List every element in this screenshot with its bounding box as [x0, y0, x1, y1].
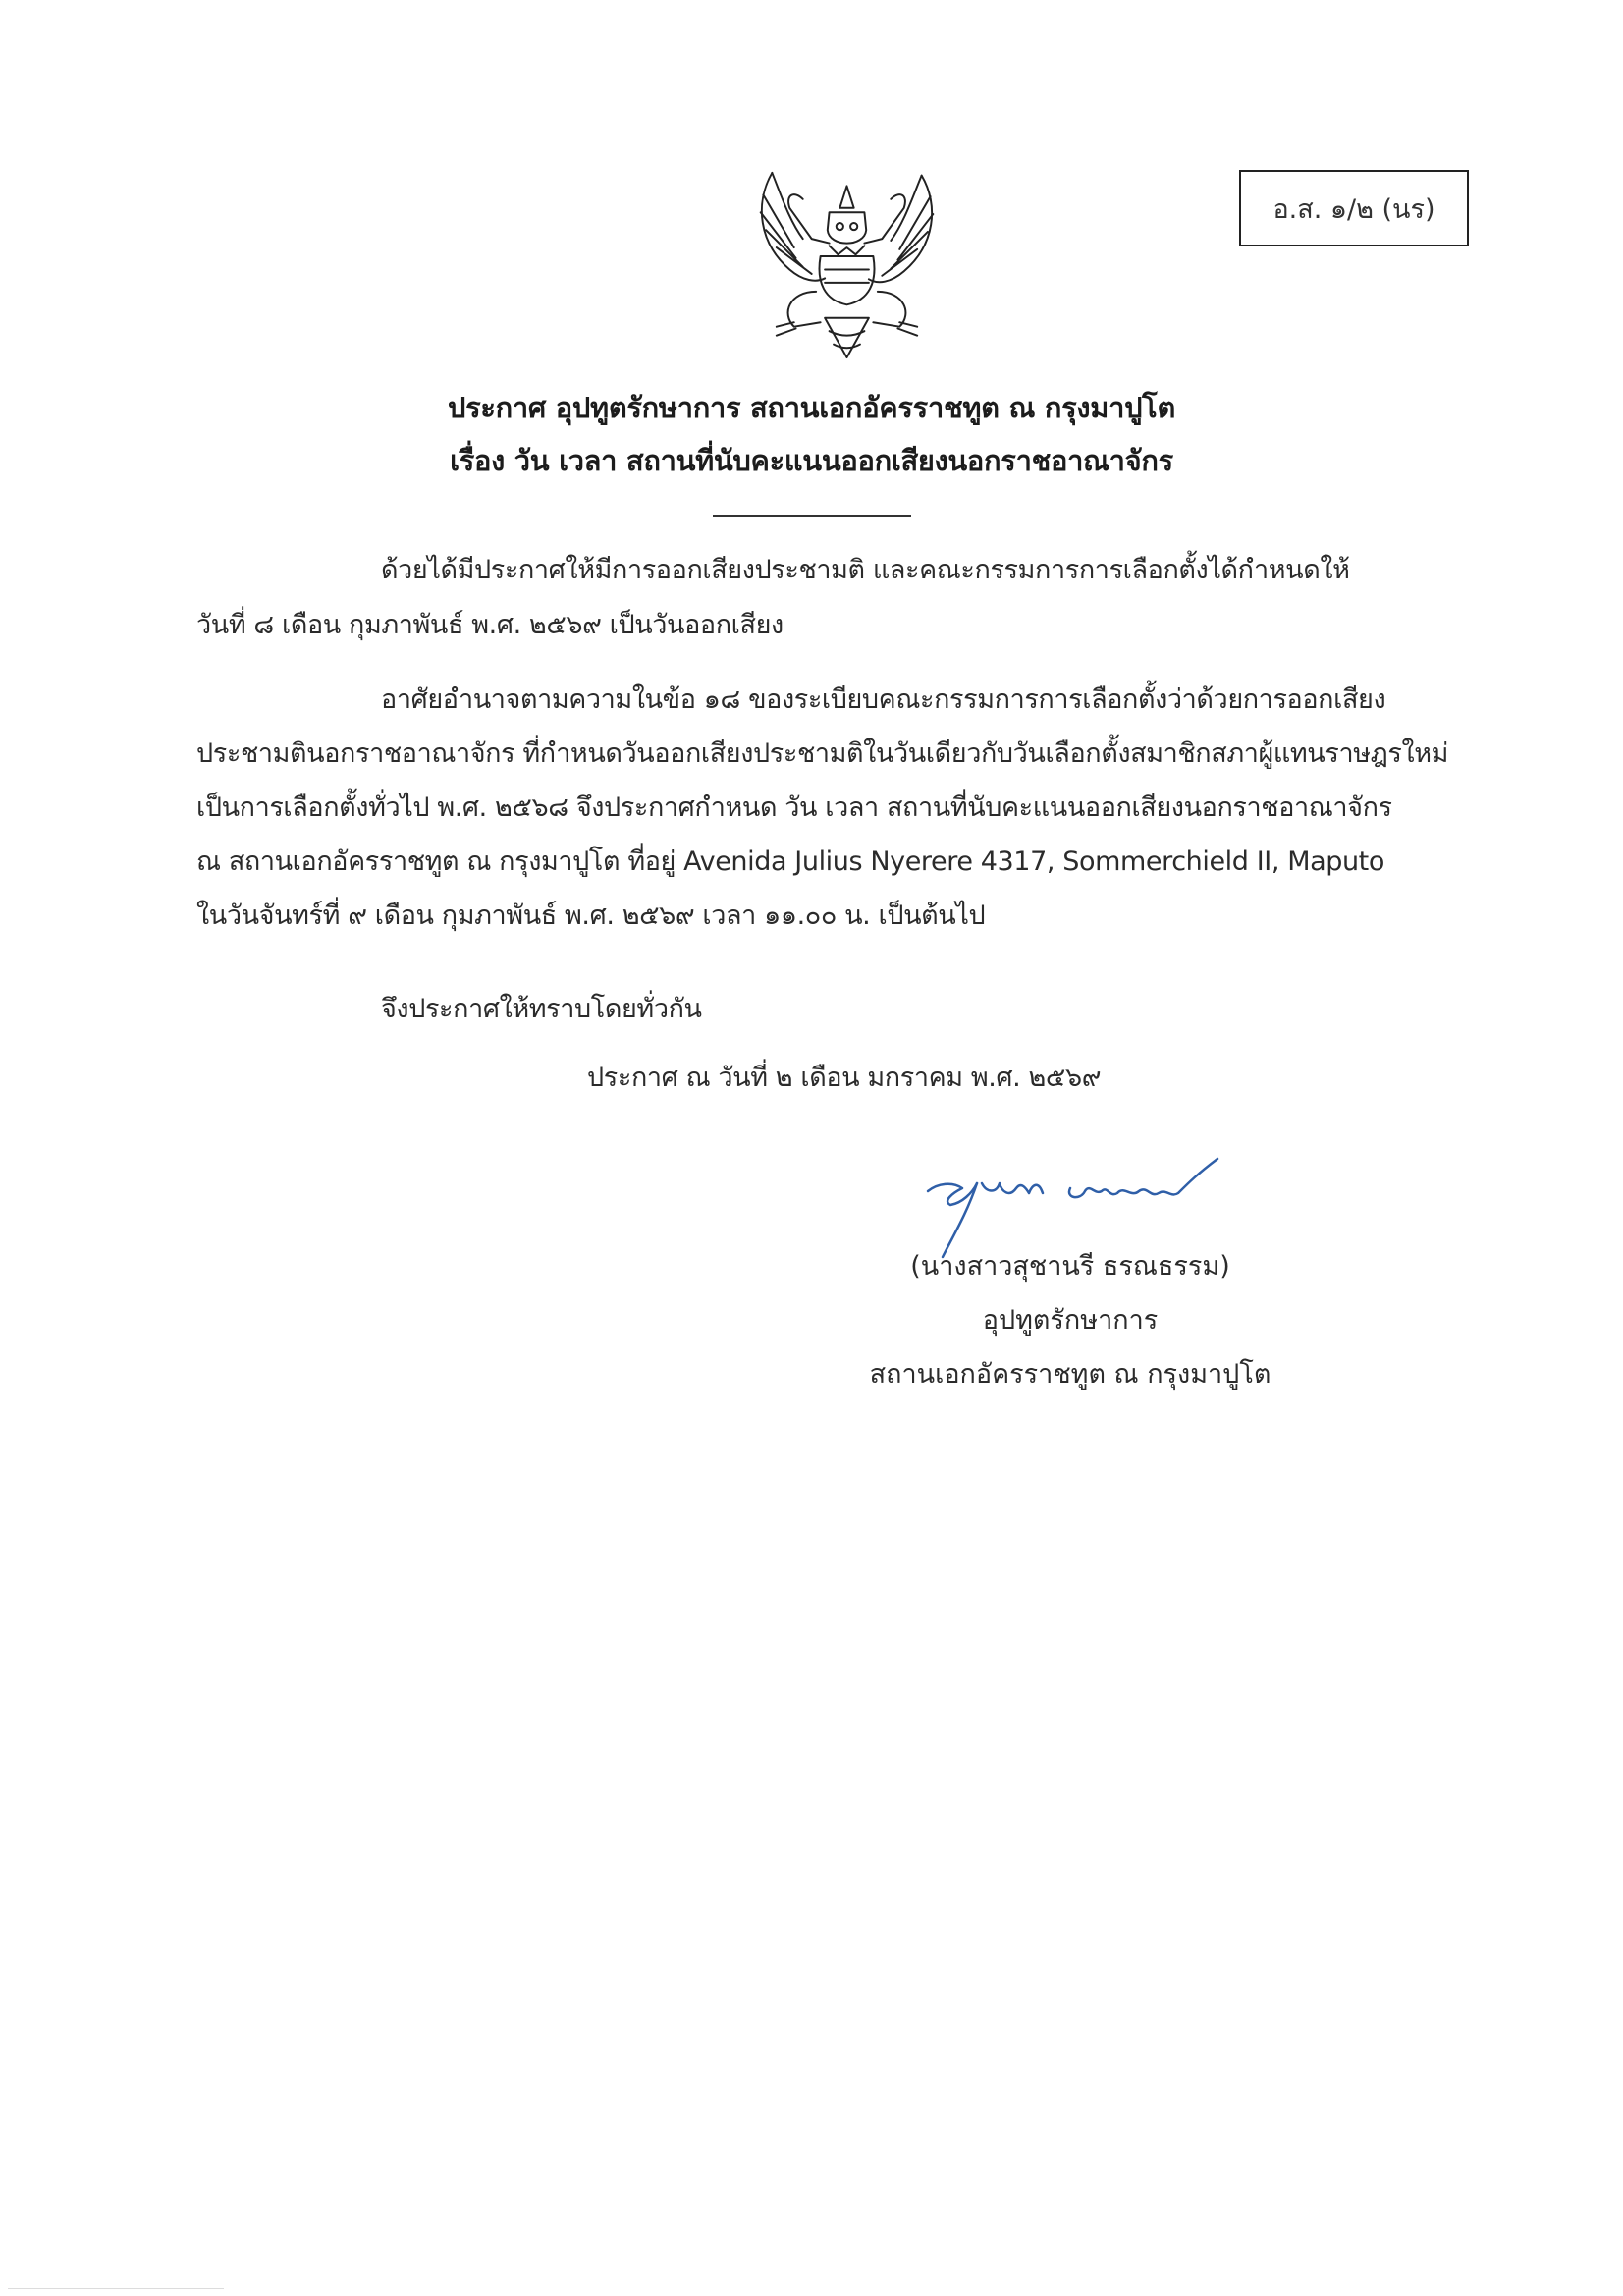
- paragraph-1-line-1: ด้วยได้มีประกาศให้มีการออกเสียงประชามติ และคณะกรรมการการเลือกตั้งได้กำหนดให้: [381, 555, 1350, 585]
- paragraph-2-line-5: ในวันจันทร์ที่ ๙ เดือน กุมภาพันธ์ พ.ศ. ๒๕๖๙ เวลา ๑๑.๐๐ น. เป็นต้นไป: [196, 901, 986, 931]
- paragraph-2-line-4: ณ สถานเอกอัครราชทูต ณ กรุงมาปูโต ที่อยู่ Avenida Julius Nyerere 4317, Sommerchield II, Maputo: [196, 847, 1384, 877]
- announcement-title: ประกาศ อุปทูตรักษาการ สถานเอกอัครราชทูต ณ กรุงมาปูโต: [448, 391, 1175, 424]
- paragraph-2-line-2: ประชามตินอกราชอาณาจักร ที่กำหนดวันออกเสียงประชามติในวันเดียวกับวันเลือกตั้งสมาชิกสภาผู้แทนราษฎรใหม่: [196, 738, 1449, 769]
- closing-statement: จึงประกาศให้ทราบโดยทั่วกัน: [381, 994, 702, 1024]
- title-divider: [713, 515, 911, 517]
- garuda-emblem-icon: [741, 157, 952, 373]
- paragraph-1-line-2: วันที่ ๘ เดือน กุมภาพันธ์ พ.ศ. ๒๕๖๙ เป็นวันออกเสียง: [196, 610, 784, 640]
- paragraph-2-line-3: เป็นการเลือกตั้งทั่วไป พ.ศ. ๒๕๖๘ จึงประกาศกำหนด วัน เวลา สถานที่นับคะแนนออกเสียงนอกราชอาณาจักร: [196, 793, 1392, 823]
- document-code: อ.ส. ๑/๒ (นร): [1272, 193, 1435, 225]
- announcement-subject: เรื่อง วัน เวลา สถานที่นับคะแนนออกเสียงนอกราชอาณาจักร: [450, 444, 1173, 477]
- signatory-position: อุปทูตรักษาการ: [982, 1305, 1159, 1336]
- announcement-date: ประกาศ ณ วันที่ ๒ เดือน มกราคม พ.ศ. ๒๕๖๙: [587, 1063, 1102, 1093]
- signatory-office: สถานเอกอัครราชทูต ณ กรุงมาปูโต: [869, 1359, 1271, 1390]
- scan-edge-line: [8, 2288, 224, 2289]
- document-code-box: [1239, 170, 1469, 246]
- paragraph-2-line-1: อาศัยอำนาจตามความในข้อ ๑๘ ของระเบียบคณะกรรมการการเลือกตั้งว่าด้วยการออกเสียง: [381, 684, 1386, 715]
- signatory-name: (นางสาวสุชานรี ธรณธรรม): [910, 1251, 1230, 1282]
